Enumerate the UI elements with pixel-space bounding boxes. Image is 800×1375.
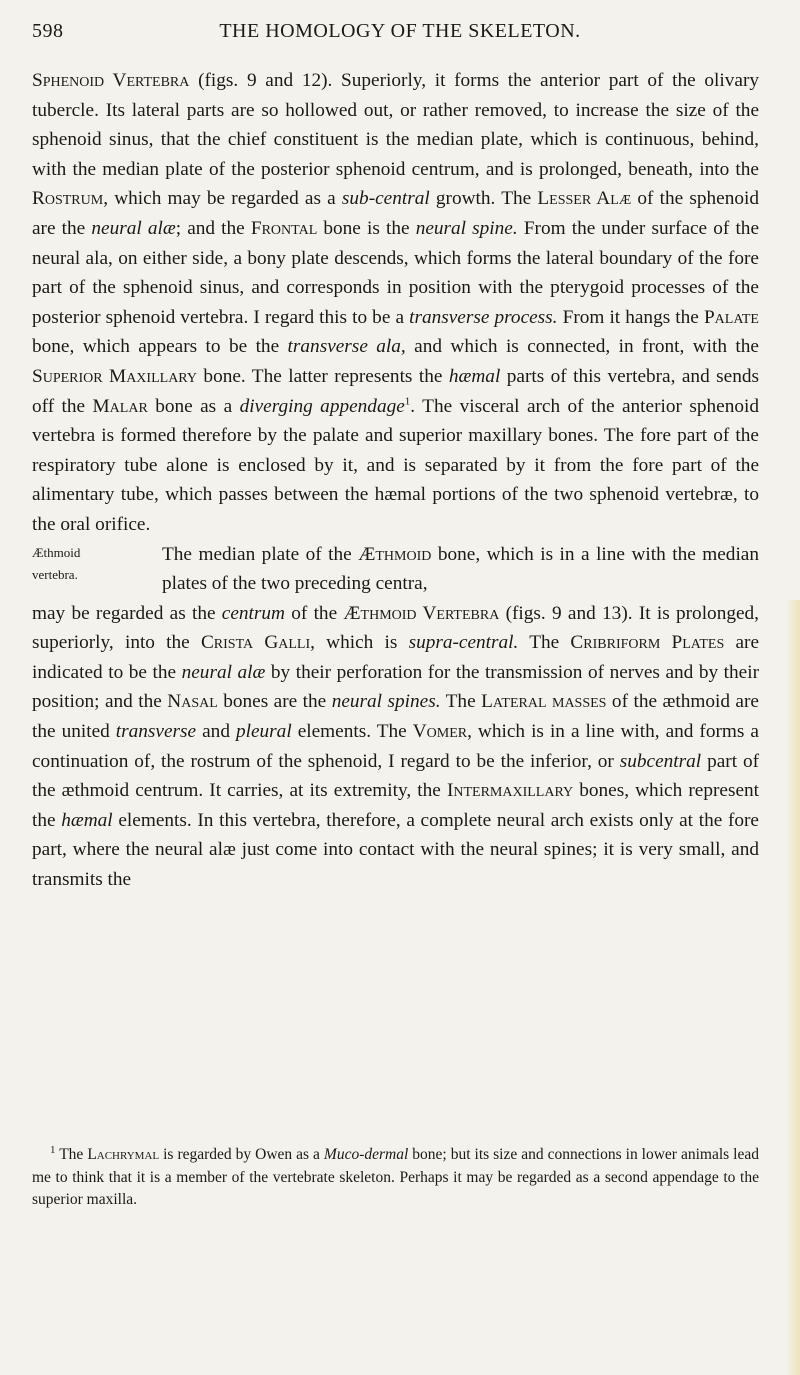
term-superior-maxillary: Superior Maxillary xyxy=(32,365,197,387)
term-frontal: Frontal xyxy=(250,217,318,239)
term-malar: Malar xyxy=(92,395,148,417)
term-crista-galli: Crista Galli xyxy=(200,632,311,654)
paragraph-aethmoid-opening: The median plate of the Æthmoid bone, which is in a line with the median plates of the two preceding centra, xyxy=(162,543,760,595)
term-palate: Palate xyxy=(703,306,759,328)
term-aethmoid: Æthmoid xyxy=(358,543,432,565)
page-edge-discoloration xyxy=(786,600,800,1375)
margin-note: Æthmoid vertebra. xyxy=(32,544,81,582)
term-aethmoid-vertebra: Æthmoid Vertebra xyxy=(343,602,500,624)
paragraph-aethmoid-continued: may be regarded as the centrum of the Æthmoid Vertebra (figs. 9 and 13). It is prolonged, superiorly, into the Crista Galli, which is supra-central. The Cribriform Plates are indicated to be the neural alæ by their perforation for the transmission of nerves and by their position; and the Nasal bones are the neural spines. The Lateral masses of the æthmoid are the united transverse and pleural elements. The Vomer, which is in a line with, and forms a continuation of, the rostrum of the sphenoid, I regard to be the inferior, or subcentral part of the æthmoid centrum. It carries, at its extremity, the Intermaxillary bones, which represent the hæmal elements. In this vertebra, therefore, a complete neural arch exists only at the fore part, where the neural alæ just come into contact with the neural spines; it is very small, and transmits the xyxy=(32,602,760,891)
footnote xyxy=(32,1144,759,1212)
paragraph-aethmoid-vertebra xyxy=(32,540,759,895)
term-cribriform-plates: Cribriform Plates xyxy=(570,632,725,654)
footnote-reference[interactable]: 1 xyxy=(404,395,411,408)
term-intermaxillary: Intermaxillary xyxy=(446,780,574,802)
body-text xyxy=(32,66,759,895)
term-lachrymal: Lachrymal xyxy=(87,1146,160,1163)
footnote-mark: 1 xyxy=(50,1143,56,1156)
paragraph-sphenoid-vertebra: Sphenoid Vertebra (figs. 9 and 12). Superiorly, it forms the anterior part of the olivary tubercle. Its lateral parts are so hollowed out, or rather removed, to increase the size of the sphenoid sinus, that the chief constituent is the median plate, which is continuous, behind, with the median plate of the posterior sphenoid centrum, and is prolonged, beneath, into the Rostrum, which may be regarded as a sub-central growth. The Lesser Alæ of the sphenoid are the neural alæ; and the Frontal bone is the neural spine. From the under surface of the neural ala, on either side, a bony plate descends, which forms the lateral boundary of the fore part of the sphenoid sinus, and corresponds in position with the pterygoid processes of the posterior sphenoid vertebra. I regard this to be a transverse process. From it hangs the Palate bone, which appears to be the transverse ala, and which is connected, in front, with the Superior Maxillary bone. The latter represents the hæmal parts of this vertebra, and sends off the Malar bone as a diverging appendage$^1$. The visceral arch of the anterior sphenoid vertebra is formed therefore by the palate and superior maxillary bones. The fore part of the respiratory tube alone is enclosed by it, and is separated by it from the fore part of the alimentary tube, which passes between the hæmal portions of the two sphenoid vertebræ, to the oral orifice. xyxy=(32,70,760,535)
running-head: THE HOMOLOGY OF THE SKELETON. xyxy=(219,20,581,42)
page-number: 598 xyxy=(32,20,64,42)
term-vomer: Vomer xyxy=(412,721,468,743)
term-lateral-masses: Lateral masses xyxy=(481,691,607,713)
footnote-text: $^1$ The Lachrymal is regarded by Owen as a Muco-dermal bone; but its size and connections in lower animals lead me to think that it is a member of the vertebrate skeleton. Perhaps it may be regarded as a second appendage to the superior maxilla. xyxy=(32,1143,759,1209)
term-nasal: Nasal xyxy=(167,691,218,713)
term-rostrum: Rostrum xyxy=(32,188,104,210)
term-lesser-alae: Lesser Alæ xyxy=(537,188,632,210)
term-sphenoid-vertebra: Sphenoid Vertebra xyxy=(32,70,190,91)
